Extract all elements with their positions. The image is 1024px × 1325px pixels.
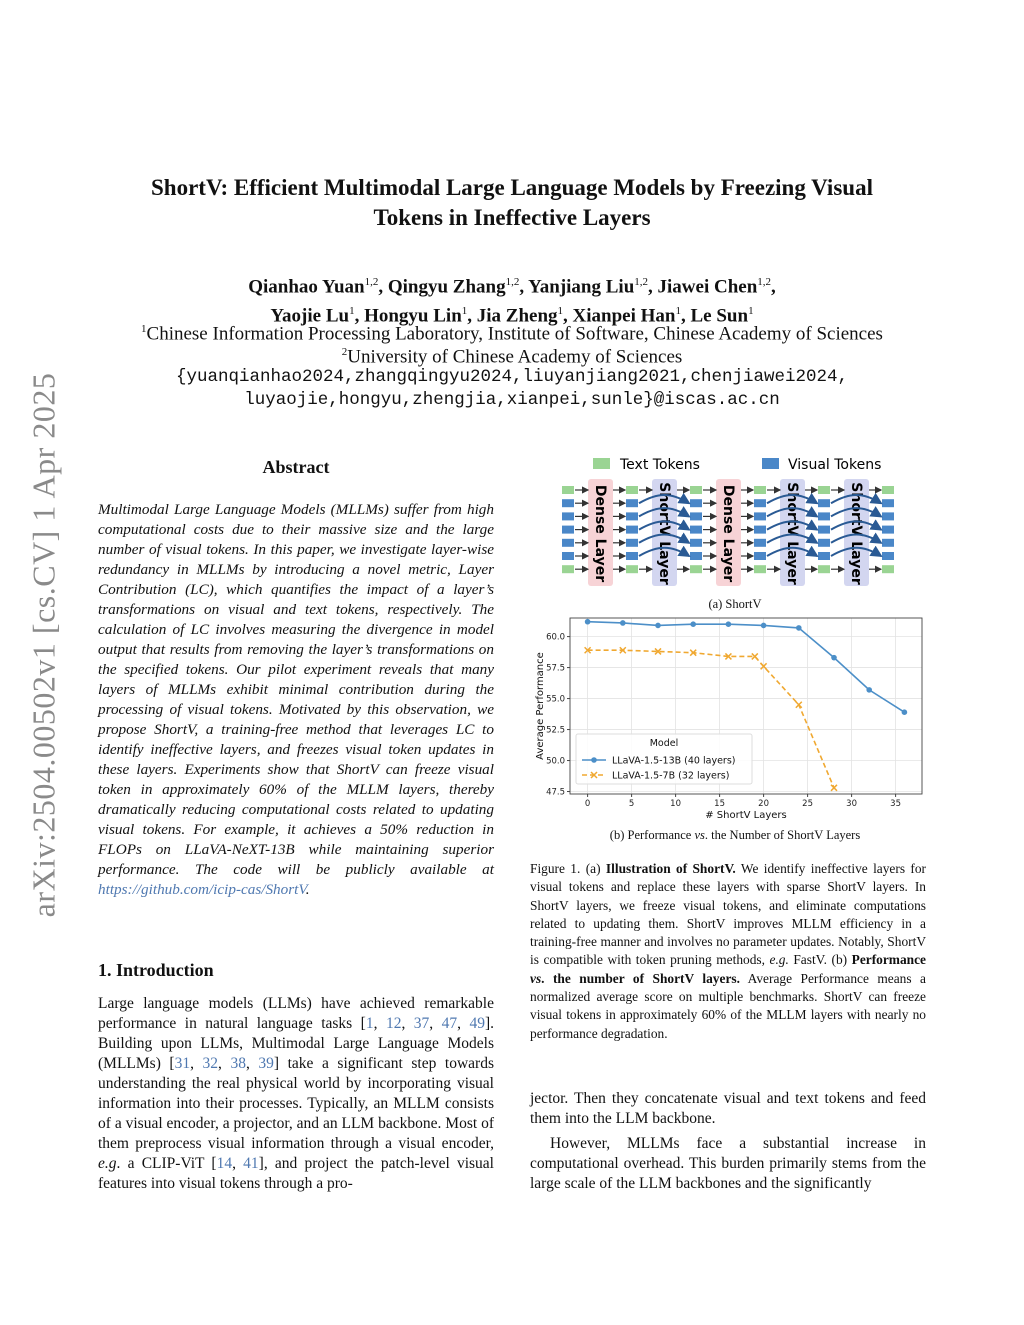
intro-paragraph: Large language models (LLMs) have achieved remarkable performance in natural language tasks [1, 12, 37, 47, 49]. Building upon LLMs, Multimodal Large Language Models (MLLMs) [31, 32, 38, 39] take a significant step towards understanding the real physical world by incorporating visual information into their processes. Typically, an MLLM consists of a visual encoder, a projector, and an LLM backbone. Most of them preprocess visual information through a visual encoder, e.g. a CLIP-ViT [14, 41], and project the patch-level visual features into visual tokens through a pro- xyxy=(98,995,495,1192)
arxiv-stamp xyxy=(14,360,74,930)
layer-label: Dense Layer xyxy=(720,484,736,583)
citation-link[interactable]: 39 xyxy=(258,1055,274,1072)
author-name: Yanjiang Liu xyxy=(528,276,635,298)
visual-token xyxy=(754,526,766,534)
intro-text: ]. Building upon LLMs, Multimodal Large Language Models (MLLMs) [ xyxy=(98,1015,495,1072)
y-tick-label: 47.5 xyxy=(546,787,565,798)
author-sup: 1 xyxy=(349,305,355,318)
email-line-1: {yuanqianhao2024,zhangqingyu2024,liuyanjiang2021,chenjiawei2024, xyxy=(175,367,849,387)
author-sup: 1,2 xyxy=(634,276,649,288)
citation-link[interactable]: 41 xyxy=(243,1155,259,1172)
data-point xyxy=(796,702,802,708)
visual-token xyxy=(626,552,638,560)
legend-marker xyxy=(591,757,597,763)
visual-token xyxy=(818,552,830,560)
citation-link[interactable]: 37 xyxy=(413,1015,430,1032)
data-point xyxy=(902,709,908,715)
caption-text: We identify ineffective layers for visual tokens and replace these layers with sparse ShortV layers. In ShortV layers, we freeze visual tokens, and eliminate computations related to updating them. ShortV improves MLLM efficiency in a training-free manner and involves no parameter updates. Notably, ShortV is compatible with token pruning methods, xyxy=(530,861,926,968)
abstract-heading: Abstract xyxy=(262,457,330,477)
visual-token xyxy=(818,512,830,520)
data-point xyxy=(726,621,732,627)
layer-stack xyxy=(562,479,894,586)
data-point xyxy=(620,620,626,626)
author-name: Le Sun xyxy=(690,305,749,327)
paper-title xyxy=(100,173,924,233)
code-link[interactable]: https://github.com/icip-cas/ShortV xyxy=(98,881,306,898)
author-sup: 1,2 xyxy=(364,276,379,288)
visual-token xyxy=(562,539,574,547)
visual-token xyxy=(754,552,766,560)
author-name: Jiawei Chen xyxy=(657,276,758,298)
caption-bold-vs: vs xyxy=(530,970,542,986)
citation-link[interactable]: 12 xyxy=(385,1015,402,1032)
text-token xyxy=(562,565,574,573)
visual-token xyxy=(882,526,894,534)
author-name: Yaojie Lu xyxy=(270,305,350,327)
x-tick-label: 20 xyxy=(758,799,770,809)
data-point xyxy=(752,653,758,659)
visual-token xyxy=(562,526,574,534)
citation-link[interactable]: 1 xyxy=(365,1015,374,1032)
intro-text: ], and project the patch-level visual features into visual tokens through a pro- xyxy=(98,1155,494,1192)
text-token-legend-label: Text Tokens xyxy=(620,457,700,473)
data-point xyxy=(690,621,696,627)
text-token xyxy=(626,486,638,494)
performance-chart xyxy=(530,612,930,824)
abstract-end: . xyxy=(305,881,310,898)
visual-token xyxy=(882,539,894,547)
affiliation-2 xyxy=(90,341,934,368)
intro-text: ] take a significant step towards understanding the real physical world by incorporating visual information into their processes. Typically, an MLLM consists of a visual encoder, a projector, and an LLM backbone. Most of them preprocess visual information through a visual encoder, xyxy=(98,1055,495,1152)
data-point xyxy=(585,619,591,625)
text-token xyxy=(818,565,830,573)
text-token-legend-swatch xyxy=(593,458,610,469)
caption-b xyxy=(530,828,940,843)
right-paragraph-1: jector. Then they concatenate visual and text tokens and feed them into the LLM backbone. xyxy=(530,1090,926,1127)
data-point xyxy=(831,785,837,791)
y-tick-label: 55.0 xyxy=(546,694,565,705)
caption-bold: . the number of ShortV layers. xyxy=(541,970,740,986)
arxiv-id: arXiv:2504.00502v1 [cs.CV] 1 Apr 2025 xyxy=(25,372,62,918)
caption-bold: Performance xyxy=(851,952,926,968)
caption-b-text: (b) Performance xyxy=(609,828,695,842)
y-tick-label: 52.5 xyxy=(546,725,565,736)
x-tick-label: 10 xyxy=(670,799,682,809)
author-sup: 1 xyxy=(461,305,468,318)
citation-link[interactable]: 31 xyxy=(174,1055,191,1072)
visual-token xyxy=(690,526,702,534)
visual-token xyxy=(626,539,638,547)
affiliation-sup: 2 xyxy=(341,346,348,358)
abstract-body xyxy=(98,500,494,900)
x-tick-label: 15 xyxy=(714,799,726,809)
x-tick-label: 35 xyxy=(890,799,902,809)
caption-text: (a) xyxy=(585,861,606,876)
caption-text: FastV. (b) xyxy=(788,952,852,968)
affiliation-text: University of Chinese Academy of Sciences xyxy=(347,346,683,368)
visual-token xyxy=(818,539,830,547)
intro-text: Large language models (LLMs) have achieved remarkable performance in natural language tasks [ xyxy=(98,995,494,1032)
x-tick-label: 30 xyxy=(846,799,858,809)
affiliation-text: Chinese Information Processing Laboratory, Institute of Software, Chinese Academy of Sciences xyxy=(146,323,883,345)
caption-b-vs: vs xyxy=(694,828,705,842)
right-paragraph-2: However, MLLMs face a substantial increase in computational overhead. This burden primarily stems from the large scale of the LLM backbones and the significantly xyxy=(530,1135,926,1192)
x-tick-label: 25 xyxy=(802,799,814,809)
y-axis-label: Average Performance xyxy=(535,652,546,760)
visual-token xyxy=(818,526,830,534)
layer-label: ShortV Layer xyxy=(784,482,800,585)
visual-token xyxy=(882,552,894,560)
text-token xyxy=(690,486,702,494)
visual-token xyxy=(562,512,574,520)
layer-label: ShortV Layer xyxy=(848,482,864,585)
citation-link[interactable]: 38 xyxy=(230,1055,246,1072)
data-point xyxy=(655,623,661,629)
figure-caption xyxy=(530,860,926,1043)
text-token xyxy=(882,565,894,573)
x-tick-label: 0 xyxy=(584,799,591,809)
email-line-2: luyaojie,hongyu,zhengjia,xianpei,sunle}@iscas.ac.cn xyxy=(244,390,780,410)
visual-token xyxy=(754,499,766,507)
author-sup: 1,2 xyxy=(757,276,772,288)
caption-a: (a) ShortV xyxy=(708,597,762,611)
author-line-2: Yaojie Lu$^1$, Hongyu Lin$^1$, Jia Zheng$^1$, Xianpei Han$^1$, Le Sun$^1$ xyxy=(270,305,754,327)
intro-text: e.g xyxy=(98,1155,117,1172)
visual-token xyxy=(818,499,830,507)
author-name: Xianpei Han xyxy=(572,305,676,327)
visual-token xyxy=(626,526,638,534)
layer-label: Dense Layer xyxy=(592,484,608,583)
text-token xyxy=(626,565,638,573)
author-line-1: Qianhao Yuan$^{1,2}$, Qingyu Zhang$^{1,2}$, Yanjiang Liu$^{1,2}$, Jiawei Chen$^{1,2}$, xyxy=(248,276,776,298)
caption-text: Average Performance means a normalized average score on multiple benchmarks. ShortV can freeze visual tokens in approximately 60% of the MLLM layers with nearly no performance degradation. xyxy=(530,970,926,1041)
visual-token xyxy=(562,552,574,560)
citation-link[interactable]: 49 xyxy=(469,1015,485,1032)
intro-text: . a CLIP-ViT [ xyxy=(116,1155,217,1172)
layer-label: ShortV Layer xyxy=(656,482,672,585)
text-token xyxy=(562,486,574,494)
shortv-diagram xyxy=(540,452,940,597)
visual-token xyxy=(690,512,702,520)
data-point xyxy=(866,687,872,693)
data-point xyxy=(761,623,767,629)
y-tick-label: 57.5 xyxy=(546,663,565,674)
intro-heading: 1. Introduction xyxy=(98,960,214,980)
caption-bold: Illustration of ShortV. xyxy=(605,861,736,876)
author-sup: 1 xyxy=(675,305,681,318)
visual-token xyxy=(626,499,638,507)
x-axis-label: # ShortV Layers xyxy=(705,810,787,821)
figure-label: Figure 1. xyxy=(530,861,581,876)
visual-token-legend-label: Visual Tokens xyxy=(788,457,882,473)
affiliation-sup: 1 xyxy=(141,323,147,335)
visual-token xyxy=(690,552,702,560)
abstract-text: Multimodal Large Language Models (MLLMs) suffer from high computational costs due to their massive size and the large number of visual tokens. In this paper, we investigate layer-wise redundancy in MLLMs by introducing a novel metric, Layer Contribution (LC), which quantifies the impact of a layer’s transformations on visual and text tokens, respectively. The calculation of LC involves measuring the divergence in model output that results from removing the layer’s transformations on the specified tokens. Our pilot experiment reveals that many layers of MLLMs exhibit minimal contribution during the processing of visual tokens. Motivated by this observation, we propose ShortV, a training-free method that leverages LC to identify ineffective layers, and freezes visual token updates in these layers. Experiments show that ShortV can freeze visual token in approximately 60% of the MLLM layers, thereby dramatically reducing computational costs related to updating visual tokens. For example, it achieves a 50% reduction in FLOPs on LLaVA-NeXT-13B while maintaining superior performance. The code will be publicly available at xyxy=(98,501,494,878)
author-name: Jia Zheng xyxy=(476,305,558,327)
y-tick-label: 60.0 xyxy=(546,632,565,643)
visual-token xyxy=(690,539,702,547)
caption-b-text: . the Number of ShortV Layers xyxy=(704,828,861,842)
visual-token xyxy=(754,539,766,547)
visual-token xyxy=(754,512,766,520)
legend-label: LLaVA-1.5-7B (32 layers) xyxy=(612,770,730,782)
author-sup: 1,2 xyxy=(505,276,520,288)
caption-eg: e.g. xyxy=(769,952,789,968)
data-point xyxy=(796,625,802,631)
title-line-1: ShortV: Efficient Multimodal Large Language Models by Freezing Visual xyxy=(151,175,873,200)
visual-token xyxy=(626,512,638,520)
visual-token xyxy=(882,499,894,507)
citation-link[interactable]: 32 xyxy=(202,1055,219,1072)
author-name: Qianhao Yuan xyxy=(248,276,365,298)
x-tick-label: 5 xyxy=(628,799,635,809)
visual-token xyxy=(562,499,574,507)
title-line-2: Tokens in Ineffective Layers xyxy=(373,205,651,230)
data-point xyxy=(831,655,837,661)
text-token xyxy=(882,486,894,494)
citation-link[interactable]: 14 xyxy=(216,1155,233,1172)
text-token xyxy=(818,486,830,494)
author-name: Qingyu Zhang xyxy=(387,276,506,298)
text-token xyxy=(754,486,766,494)
visual-token xyxy=(882,512,894,520)
visual-token-legend-swatch xyxy=(762,458,779,469)
legend-label: LLaVA-1.5-13B (40 layers) xyxy=(612,755,736,767)
author-sup: 1 xyxy=(557,305,564,318)
text-token xyxy=(690,565,702,573)
citation-link[interactable]: 47 xyxy=(441,1015,458,1032)
y-tick-label: 50.0 xyxy=(546,756,565,767)
visual-token xyxy=(690,499,702,507)
author-name: Hongyu Lin xyxy=(364,305,462,327)
author-sup: 1 xyxy=(748,305,754,318)
legend-title: Model xyxy=(649,738,679,749)
text-token xyxy=(754,565,766,573)
